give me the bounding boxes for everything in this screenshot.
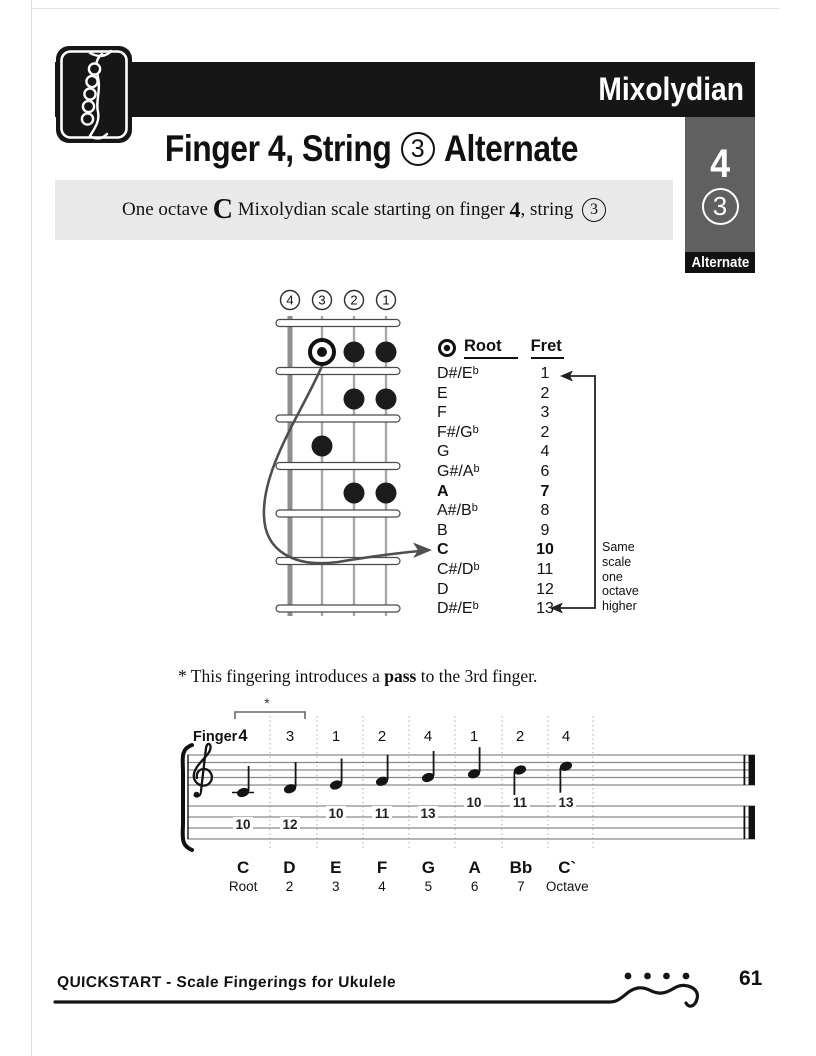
subtitle-text-3: , string [520,199,578,220]
svg-text:11: 11 [512,795,528,810]
svg-text:11: 11 [374,806,390,821]
table-row: B 9 [437,521,550,539]
page-title [55,124,673,174]
title-string-circle: 3 [401,132,435,166]
octave-note: Same scale one octave higher [602,540,639,614]
table-row-bold: C 10 [437,541,554,559]
note-fret-table [437,364,565,619]
table-row: D 12 [437,580,554,598]
table-row: E 2 [437,384,550,402]
svg-text:4: 4 [238,727,248,745]
svg-text:10: 10 [466,795,482,810]
svg-text:3: 3 [318,292,326,308]
finger-row [193,727,570,745]
root-icon [437,338,457,358]
chapter-banner [55,62,755,117]
table-row: G 4 [437,443,550,461]
root-marker [310,340,334,364]
system-brace [183,745,192,850]
svg-text:Finger: Finger [193,729,238,745]
table-row: $C\#/D^b$ 11 [437,560,554,578]
tab-numbers [233,795,576,832]
subtitle-key: C [212,194,233,225]
treble-staff-lines [187,755,755,785]
root-column-label: Root [464,337,518,359]
svg-text:1: 1 [382,292,390,308]
tab-staff-lines [187,806,755,839]
fingering-footnote: * This fingering introduces a pass to the 3rd finger. [178,666,538,686]
svg-text:10: 10 [235,817,251,832]
finger-string-sidebar [685,117,755,252]
svg-text:*: * [264,695,270,711]
subtitle-text-2: Mixolydian scale starting on finger [232,199,510,220]
title-suffix: Alternate [443,128,578,169]
subtitle-finger: 4 [509,197,521,222]
svg-text:1: 1 [331,728,341,745]
subtitle-string-circle: 3 [582,198,606,222]
note-table-header [437,336,564,360]
table-row: $D\#/E^b$ 13 [437,600,554,618]
svg-text:2: 2 [377,728,387,745]
svg-text:3: 3 [285,728,295,745]
table-row: F 3 [437,404,550,422]
scale-degrees-row: Root 2 3 4 5 6 7 Octave [228,879,589,894]
svg-text:4: 4 [561,728,571,745]
sidebar-string-circle: 3 [702,188,739,225]
book-title: QUICKSTART - Scale Fingerings for Ukulele [56,974,397,991]
note-names-row: C D E F G A Bb C` [237,858,577,877]
table-row: $D\#/E^b$ 1 [437,365,550,382]
string-number-labels [281,291,396,310]
pass-bracket [235,695,305,719]
svg-text:2: 2 [350,292,358,308]
svg-text:4: 4 [423,728,433,745]
table-row: $A\#/B^b$ 8 [437,502,550,520]
table-row: $G\#/A^b$ 6 [437,462,550,480]
fret-bars [276,320,400,613]
fret-column-label: Fret [531,337,564,359]
title-prefix: Finger 4, String [165,128,392,169]
svg-text:13: 13 [420,806,436,821]
page-number: 61 [739,967,763,990]
sidebar-finger-number: 4 [709,142,731,186]
svg-text:1: 1 [469,728,479,745]
table-row-bold: A 7 [437,482,550,500]
subtitle-text-1: One octave [122,199,213,220]
svg-text:10: 10 [328,806,344,821]
ukulele-headstock-icon [50,42,142,148]
svg-text:12: 12 [282,817,298,832]
alternate-badge: Alternate [685,252,755,273]
svg-text:2: 2 [515,728,525,745]
svg-text:4: 4 [286,292,294,308]
final-barlines [744,755,756,839]
notation-system [183,695,755,851]
chapter-title: Mixolydian [598,71,744,107]
svg-text:13: 13 [558,795,574,810]
table-row: $F\#/G^b$ 2 [437,423,550,441]
